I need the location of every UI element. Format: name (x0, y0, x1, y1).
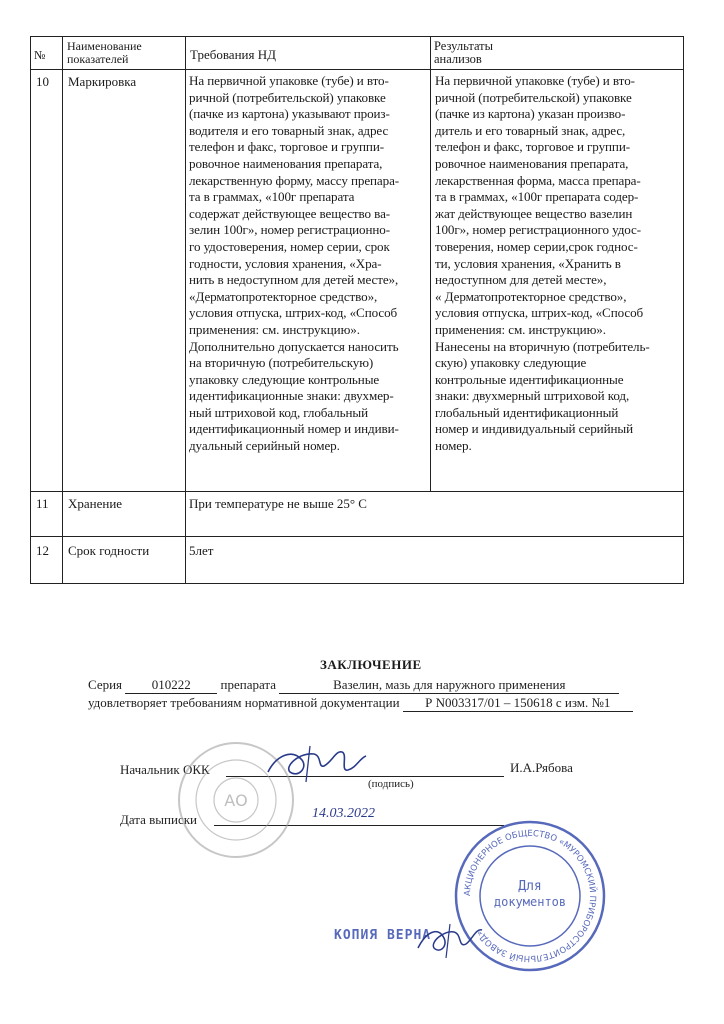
row-requirements: 5лет (189, 543, 214, 558)
series-label: Серия (88, 677, 123, 692)
row-num: 11 (36, 496, 49, 511)
row-num: 12 (36, 543, 49, 558)
blue-stamp-center-1: Для (518, 879, 542, 894)
header-requirements: Требования НД (190, 47, 276, 62)
product-label: препарата (220, 677, 277, 692)
date-value: 14.03.2022 (312, 806, 375, 821)
row-num: 10 (36, 74, 49, 89)
chief-label: Начальник ОКК (120, 762, 210, 777)
date-label: Дата выписки (120, 812, 197, 827)
blue-stamp-center-2: документов (493, 895, 567, 909)
satisfies-text: удовлетворяет требованиям нормативной документации (88, 695, 400, 710)
chief-signature (262, 738, 372, 786)
row-name: Хранение (68, 496, 123, 511)
series-line (88, 677, 619, 694)
blue-stamp-ring-text: АКЦИОНЕРНОЕ ОБЩЕСТВО «МУРОМСКИЙ ПРИБОРОСТРОИТЕЛЬНЫЙ ЗАВОД» (462, 828, 598, 964)
series-value: 010222 (125, 677, 217, 694)
conclusion-title: ЗАКЛЮЧЕНИЕ (320, 657, 422, 672)
copy-signature (414, 918, 486, 962)
product-value: Вазелин, мазь для наружного применения (279, 677, 619, 694)
row-name: Маркировка (68, 74, 137, 89)
row-name: Срок годности (68, 543, 150, 558)
header-num: № (34, 48, 46, 62)
copy-true-stamp: КОПИЯ ВЕРНА (334, 928, 432, 943)
nd-line (88, 695, 633, 712)
chief-name: И.А.Рябова (510, 760, 573, 775)
header-name: Наименование показателей (67, 39, 142, 66)
row-results: На первичной упаковке (тубе) и втo- ричной (потребительской) упаковке (пачке из картона) указан произво- дитель и его товарный знак, адрес, телефон и факс, торговое и группи- ровочное наименования препарата, лекарственная форма, масса препара- та в граммах, «100г препарата содер- жат действующее вещество вазелин 100г», номер регистрационного удос- товерения, номер серии,срок годнос- ти, условия хранения, «Хранить в недоступном для детей месте», « Дерматопротекторное средство», условия отпуска, штрих-код, «Способ применения: см. инструкцию». Нанесены на вторичную (потребитель- скую) упаковку следующие контрольные идентификационные знаки: двухмерный штриховой код, глобальный идентификационный номер и индивидуальный серийный номер. (435, 73, 650, 454)
row-requirements: При температуре не выше 25° С (189, 496, 367, 511)
nd-value: Р N003317/01 – 150618 с изм. №1 (403, 695, 633, 712)
header-results: Результаты анализов (434, 39, 494, 66)
gray-stamp-text: АО (224, 791, 248, 810)
row-requirements: На первичной упаковке (тубе) и вто- ричной (потребительской) упаковке (пачке из картона) указывают произ- водителя и его товарный знак, адрес телефон и факс, торговое и группи- ровочное наименования препарата, лекарственную форму, массу препара- та в граммах, «100г препарата содержат действующее вещество ва- зелин 100г», номер регистрационно- го удостоверения, номер серии, срок годности, условия хранения, «Хра- нить в недоступном для детей месте», «Дерматопротекторное средство», условия отпуска, штрих-код, «Способ применения: см. инструкцию». Дополнительно допускается наносить на вторичную (потребительскую) упаковку следующие контрольные идентификационные знаки: двухмер- ный штриховой код, глобальный идентификационный номер и индиви- дуальный серийный номер. (189, 73, 400, 454)
analysis-table (30, 36, 684, 584)
signature-caption: (подпись) (368, 778, 414, 790)
